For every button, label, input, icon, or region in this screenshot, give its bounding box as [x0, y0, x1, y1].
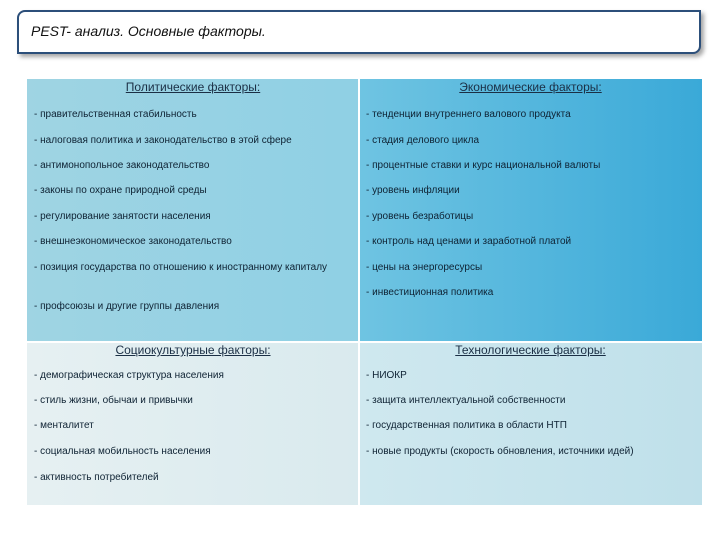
list-item: - демографическая структура населения [34, 370, 224, 381]
list-item: - НИОКР [366, 370, 407, 381]
technological-heading: Технологические факторы: [455, 343, 606, 357]
list-item: - стадия делового цикла [366, 135, 480, 146]
list-item: - защита интеллектуальной собственности [366, 395, 566, 406]
political-heading: Политические факторы: [125, 80, 261, 94]
social-factors-quadrant [27, 342, 359, 505]
list-item: - налоговая политика и законодательство в этой сфере [34, 135, 292, 146]
list-item: - инвестиционная политика [366, 287, 494, 298]
title-box [17, 10, 701, 54]
page-title: PEST- анализ. Основные факторы. [31, 23, 266, 39]
list-item: - уровень безработицы [366, 211, 474, 222]
list-item: - тенденции внутреннего валового продукта [366, 109, 571, 120]
list-item: - активность потребителей [34, 472, 159, 483]
political-factors-quadrant [27, 79, 359, 342]
list-item: - правительственная стабильность [34, 109, 197, 120]
list-item: - контроль над ценами и заработной платой [366, 236, 572, 247]
horizontal-divider [27, 341, 702, 343]
technological-factors-quadrant [359, 342, 702, 505]
list-item: - регулирование занятости населения [34, 211, 211, 222]
list-item: - уровень инфляции [366, 185, 460, 196]
social-heading: Социокультурные факторы: [115, 343, 271, 357]
list-item: - цены на энергоресурсы [366, 262, 483, 273]
vertical-divider [358, 79, 360, 505]
list-item: - государственная политика в области НТП [366, 420, 567, 431]
list-item: - стиль жизни, обычаи и привычки [34, 395, 193, 406]
list-item: - законы по охране природной среды [34, 185, 207, 196]
list-item: - профсоюзы и другие группы давления [34, 301, 220, 312]
list-item: - социальная мобильность населения [34, 446, 211, 457]
list-item: - менталитет [34, 420, 94, 431]
list-item: - позиция государства по отношению к иностранному капиталу [34, 262, 328, 273]
list-item: - процентные ставки и курс национальной валюты [366, 160, 601, 171]
list-item: - антимонопольное законодательство [34, 160, 210, 171]
list-item: - внешнеэкономическое законодательство [34, 236, 232, 247]
economic-factors-quadrant [359, 79, 702, 342]
economic-heading: Экономические факторы: [459, 80, 602, 94]
list-item: - новые продукты (скорость обновления, источники идей) [366, 446, 634, 457]
